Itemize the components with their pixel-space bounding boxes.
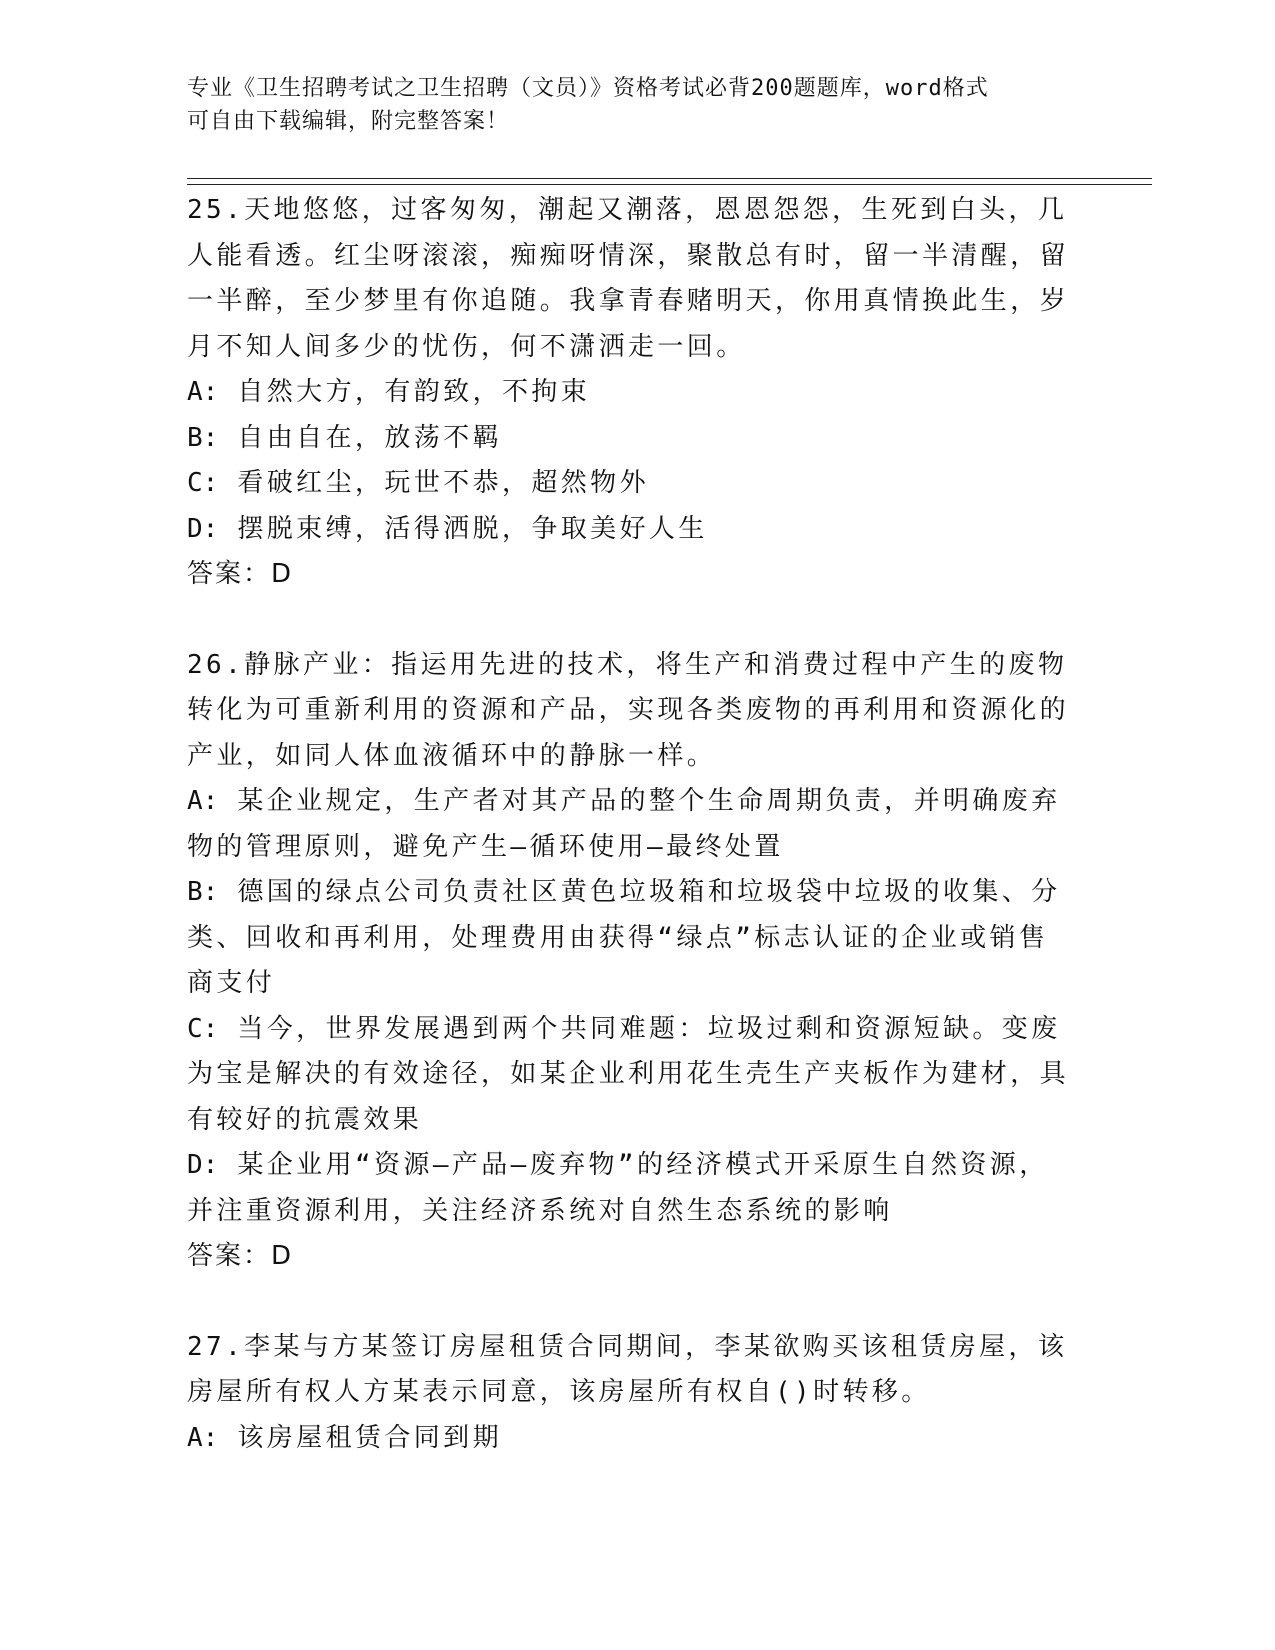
option-key: B:: [187, 877, 219, 907]
option-b: [187, 870, 1072, 1007]
option-key: C:: [187, 1013, 219, 1044]
option-d: [187, 1143, 1072, 1234]
option-key: A:: [187, 1422, 219, 1453]
question-25: [187, 188, 1072, 598]
option-a: [187, 370, 1072, 416]
question-stem: 25.天地悠悠，过客匆匆，潮起又潮落，恩恩怨怨，生死到白头，几人能看透。红尘呀滚滚，痴痴呀情深，聚散总有时，留一半清醒，留一半醉，至少梦里有你追随。我拿青春赌明天，你用真情换此生，岁月不知人间多少的忧伤，何不潇洒走一回。: [187, 195, 1070, 362]
option-text: 自然大方，有韵致，不拘束: [237, 377, 591, 407]
option-key: D:: [187, 1150, 219, 1180]
option-key: D:: [187, 513, 219, 544]
document-header: [187, 72, 1067, 138]
option-text: 该房屋租赁合同到期: [237, 1422, 502, 1453]
answer-label: 答案：D: [187, 1241, 294, 1271]
option-text: 自由自在，放荡不羁: [237, 422, 502, 453]
header-line-1: 专业《卫生招聘考试之卫生招聘（文员）》资格考试必背200题题库，word格式: [187, 76, 989, 101]
option-key: A:: [187, 786, 219, 816]
option-text: 摆脱束缚，活得洒脱，争取美好人生: [237, 513, 708, 544]
header-divider-top: [187, 178, 1152, 179]
option-a: [187, 1416, 1072, 1462]
question-stem: 26.静脉产业：指运用先进的技术，将生产和消费过程中产生的废物转化为可重新利用的资源和产品，实现各类废物的再利用和资源化的产业，如同人体血液循环中的静脉一样。: [187, 649, 1070, 771]
option-a: [187, 779, 1072, 870]
option-b: [187, 416, 1072, 462]
option-text: 当今，世界发展遇到两个共同难题：垃圾过剩和资源短缺。变废为宝是解决的有效途径，如某企业利用花生壳生产夹板作为建材，具有较好的抗震效果: [187, 1013, 1070, 1135]
option-c: [187, 461, 1072, 507]
question-stem: 27.李某与方某签订房屋租赁合同期间，李某欲购买该租赁房屋，该房屋所有权人方某表示同意，该房屋所有权自()时转移。: [187, 1331, 1068, 1407]
option-key: B:: [187, 422, 219, 453]
header-divider-bottom: [187, 184, 1152, 185]
option-text: 德国的绿点公司负责社区黄色垃圾箱和垃圾袋中垃圾的收集、分类、回收和再利用，处理费用由获得“绿点”标志认证的企业或销售商支付: [187, 877, 1061, 998]
option-d: [187, 507, 1072, 553]
question-list: [187, 188, 1072, 1506]
option-key: C:: [187, 468, 219, 498]
option-text: 某企业用“资源—产品—废弃物”的经济模式开采原生自然资源，并注重资源利用，关注经济系统对自然生态系统的影响: [187, 1150, 1049, 1226]
question-26: [187, 643, 1072, 1280]
option-c: [187, 1007, 1072, 1144]
answer-label: 答案：D: [187, 559, 294, 589]
option-text: 某企业规定，生产者对其产品的整个生命周期负责，并明确废弃物的管理原则，避免产生—循环使用—最终处置: [187, 786, 1061, 862]
option-text: 看破红尘，玩世不恭，超然物外: [237, 468, 649, 498]
option-key: A:: [187, 377, 219, 407]
question-27: [187, 1325, 1072, 1462]
header-line-2: 可自由下载编辑，附完整答案！: [187, 109, 510, 134]
